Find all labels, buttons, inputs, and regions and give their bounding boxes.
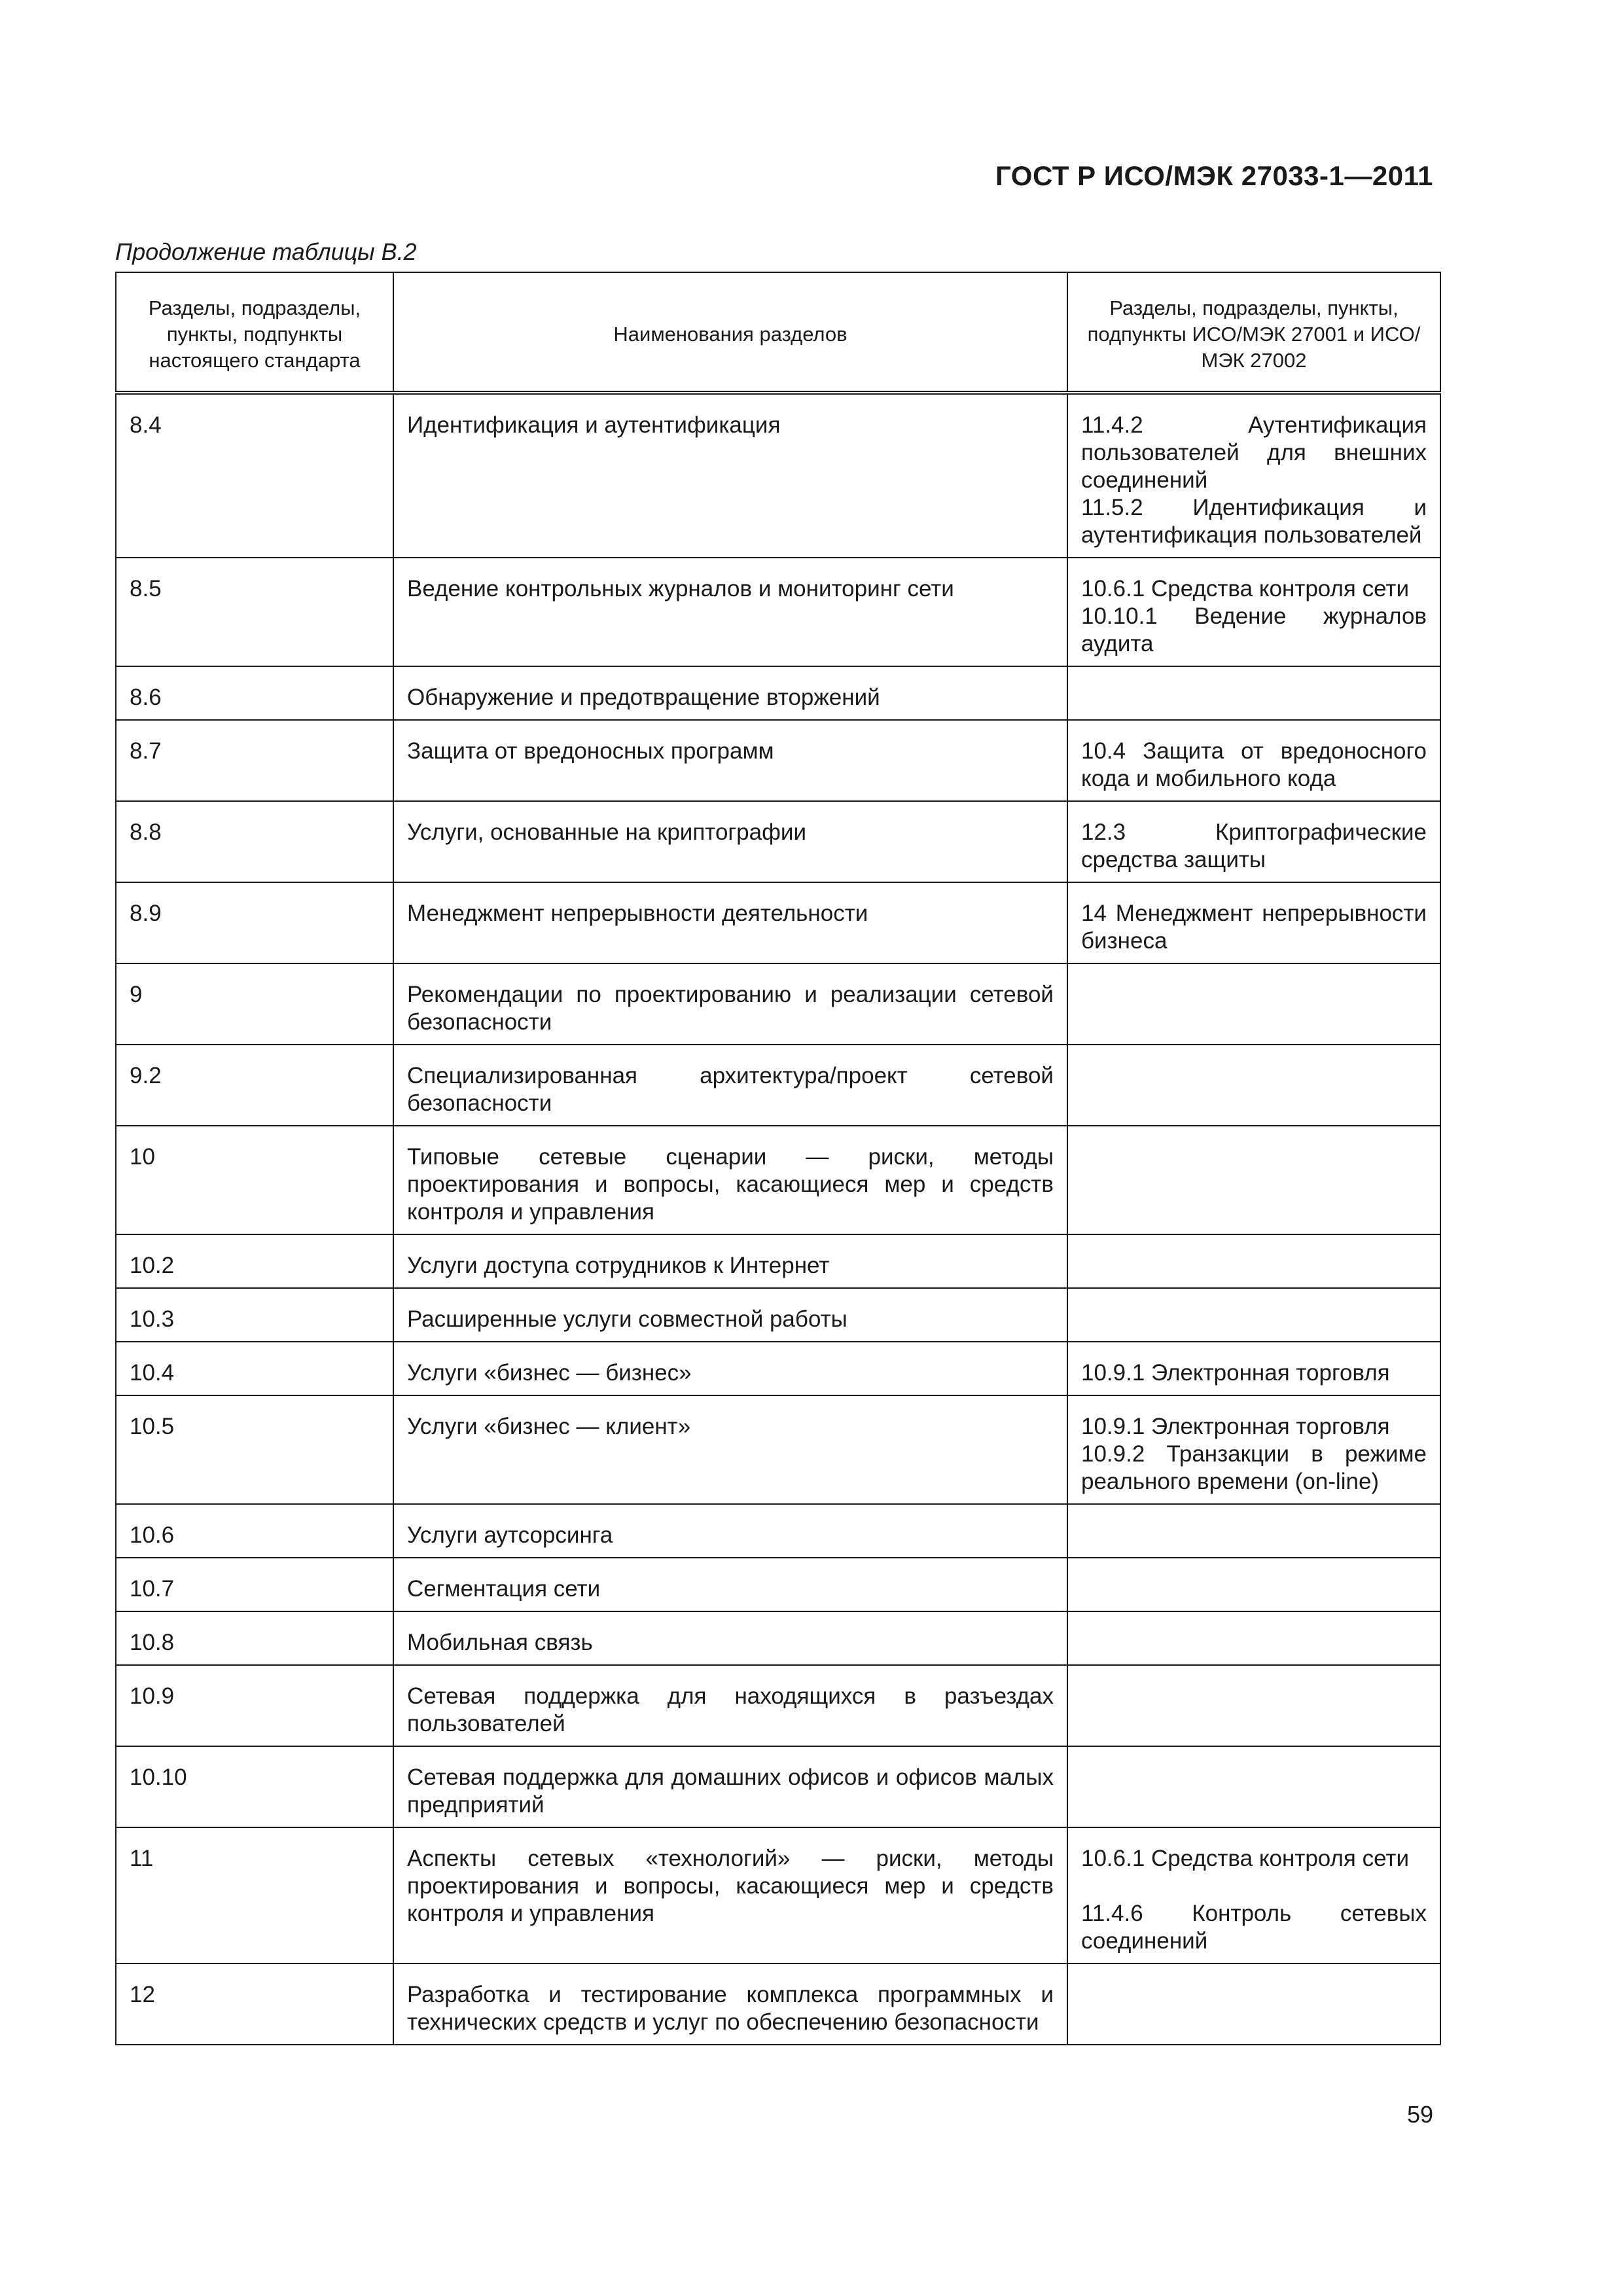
iso-reference-cell	[1067, 963, 1440, 1045]
table-row	[116, 1504, 1440, 1558]
iso-reference: 10.9.1 Электронная торговля	[1081, 1360, 1390, 1386]
table-body	[116, 393, 1440, 2045]
iso-reference: 10.9.1 Электронная торговля	[1081, 1414, 1390, 1439]
column-header-names: Наименования разделов	[393, 272, 1067, 393]
table-header-row	[116, 272, 1440, 393]
section-name-cell: Ведение контрольных журналов и мониторинг сети	[393, 558, 1067, 666]
table-row	[116, 963, 1440, 1045]
section-number-cell: 10.6	[116, 1504, 393, 1558]
table-row	[116, 801, 1440, 882]
section-name-cell: Мобильная связь	[393, 1611, 1067, 1665]
section-number-cell: 10.7	[116, 1558, 393, 1611]
iso-reference: 11.4.6 Контроль сетевых соединений	[1081, 1901, 1427, 1954]
table-row	[116, 1665, 1440, 1746]
section-number-cell: 10.8	[116, 1611, 393, 1665]
table-row	[116, 1611, 1440, 1665]
section-number-cell: 10.4	[116, 1342, 393, 1395]
table-row	[116, 393, 1440, 558]
section-number-cell: 8.7	[116, 720, 393, 801]
table-row	[116, 1234, 1440, 1288]
table-row	[116, 1558, 1440, 1611]
table-row	[116, 1746, 1440, 1827]
iso-reference-cell	[1067, 1288, 1440, 1342]
section-number-cell: 9	[116, 963, 393, 1045]
iso-reference-cell	[1067, 1342, 1440, 1395]
column-header-sections: Разделы, подразделы, пункты, подпункты настоящего стандарта	[116, 272, 393, 393]
iso-reference: 10.6.1 Средства контроля сети	[1081, 1846, 1409, 1871]
iso-reference-cell	[1067, 1827, 1440, 1964]
section-number-cell: 8.4	[116, 393, 393, 558]
iso-reference-cell	[1067, 666, 1440, 720]
section-name-cell: Расширенные услуги совместной работы	[393, 1288, 1067, 1342]
iso-reference-cell	[1067, 393, 1440, 558]
table-row	[116, 558, 1440, 666]
iso-reference-cell	[1067, 1395, 1440, 1504]
section-name-cell: Рекомендации по проектированию и реализации сетевой безопасности	[393, 963, 1067, 1045]
section-number-cell: 12	[116, 1964, 393, 2045]
section-name-cell: Услуги «бизнес — бизнес»	[393, 1342, 1067, 1395]
section-name-cell: Аспекты сетевых «технологий» — риски, методы проектирования и вопросы, касающиеся мер и средств контроля и управления	[393, 1827, 1067, 1964]
section-name-cell: Услуги аутсорсинга	[393, 1504, 1067, 1558]
iso-reference: 11.5.2 Идентификация и аутентификация пользователей	[1081, 495, 1427, 548]
section-name-cell: Услуги, основанные на криптографии	[393, 801, 1067, 882]
section-number-cell: 10.5	[116, 1395, 393, 1504]
section-name-cell: Идентификация и аутентификация	[393, 393, 1067, 558]
section-name-cell: Сетевая поддержка для находящихся в разъездах пользователей	[393, 1665, 1067, 1746]
section-number-cell: 8.9	[116, 882, 393, 963]
iso-reference-cell	[1067, 801, 1440, 882]
iso-reference-cell	[1067, 1234, 1440, 1288]
iso-reference: 12.3 Криптографические средства защиты	[1081, 819, 1427, 872]
table-row	[116, 1045, 1440, 1126]
section-name-cell: Специализированная архитектура/проект сетевой безопасности	[393, 1045, 1067, 1126]
section-name-cell: Услуги «бизнес — клиент»	[393, 1395, 1067, 1504]
table-row	[116, 720, 1440, 801]
iso-reference-cell	[1067, 1045, 1440, 1126]
section-number-cell: 8.6	[116, 666, 393, 720]
table-row	[116, 1288, 1440, 1342]
table-row	[116, 1395, 1440, 1504]
section-name-cell: Типовые сетевые сценарии — риски, методы проектирования и вопросы, касающиеся мер и средств контроля и управления	[393, 1126, 1067, 1234]
section-name-cell: Менеджмент непрерывности деятельности	[393, 882, 1067, 963]
section-number-cell: 8.5	[116, 558, 393, 666]
table-row	[116, 1342, 1440, 1395]
iso-reference-cell	[1067, 882, 1440, 963]
iso-reference: 14 Менеджмент непрерывности бизнеса	[1081, 901, 1427, 954]
section-name-cell: Разработка и тестирование комплекса программных и технических средств и услуг по обеспечению безопасности	[393, 1964, 1067, 2045]
section-number-cell: 10.3	[116, 1288, 393, 1342]
section-number-cell: 10.2	[116, 1234, 393, 1288]
iso-reference: 10.4 Защита от вредоносного кода и мобильного кода	[1081, 738, 1427, 791]
iso-reference: 11.4.2 Аутентификация пользователей для внешних соединений	[1081, 412, 1427, 493]
section-number-cell: 11	[116, 1827, 393, 1964]
table-row	[116, 882, 1440, 963]
iso-reference-cell	[1067, 558, 1440, 666]
correspondence-table	[115, 272, 1441, 2045]
section-name-cell: Обнаружение и предотвращение вторжений	[393, 666, 1067, 720]
iso-reference: 10.10.1 Ведение журналов аудита	[1081, 603, 1427, 656]
column-header-iso-refs: Разделы, подразделы, пункты, подпункты ИСО/МЭК 27001 и ИСО/МЭК 27002	[1067, 272, 1440, 393]
section-name-cell: Услуги доступа сотрудников к Интернет	[393, 1234, 1067, 1288]
section-name-cell: Сегментация сети	[393, 1558, 1067, 1611]
table-row	[116, 1827, 1440, 1964]
section-number-cell: 10.10	[116, 1746, 393, 1827]
iso-reference: 10.6.1 Средства контроля сети	[1081, 576, 1409, 601]
table-row	[116, 1126, 1440, 1234]
section-number-cell: 10	[116, 1126, 393, 1234]
section-number-cell: 8.8	[116, 801, 393, 882]
iso-reference-cell	[1067, 720, 1440, 801]
iso-reference-cell	[1067, 1964, 1440, 2045]
iso-reference: 10.9.2 Транзакции в режиме реального времени (on-line)	[1081, 1441, 1427, 1494]
table-caption: Продолжение таблицы В.2	[115, 238, 417, 265]
iso-reference-cell	[1067, 1558, 1440, 1611]
iso-reference-cell	[1067, 1665, 1440, 1746]
table-row	[116, 666, 1440, 720]
iso-reference-cell	[1067, 1611, 1440, 1665]
section-name-cell: Защита от вредоносных программ	[393, 720, 1067, 801]
iso-reference-cell	[1067, 1126, 1440, 1234]
page-number: 59	[1406, 2101, 1433, 2128]
section-name-cell: Сетевая поддержка для домашних офисов и офисов малых предприятий	[393, 1746, 1067, 1827]
iso-reference-cell	[1067, 1746, 1440, 1827]
iso-reference-cell	[1067, 1504, 1440, 1558]
document-code: ГОСТ Р ИСО/МЭК 27033-1—2011	[995, 160, 1433, 191]
section-number-cell: 10.9	[116, 1665, 393, 1746]
table-row	[116, 1964, 1440, 2045]
section-number-cell: 9.2	[116, 1045, 393, 1126]
